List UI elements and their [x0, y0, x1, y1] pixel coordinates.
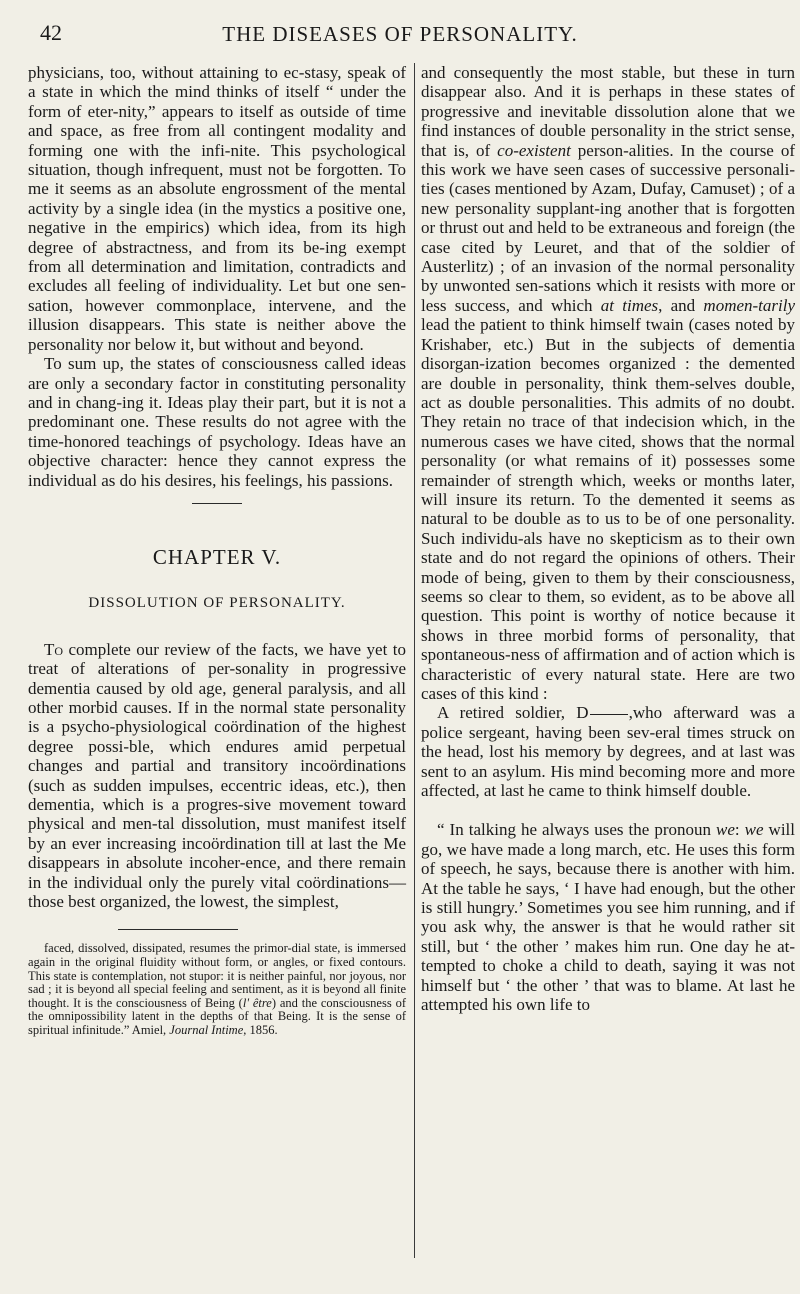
text-run: ,who afterward was a police sergeant, having been sev-eral times struck on the head, lost his memory by degrees, and at last was sent to an asylum. His mind becoming more and more affected, at last he came to think himself double.	[421, 703, 795, 801]
footnote-year: , 1856.	[243, 1023, 278, 1037]
paragraph-summary: To sum up, the states of consciousness called ideas are only a secondary factor in constituting personality and in chang-ing it. Ideas play their part, but it is not a predominant one. These results do not agree with the time-honored teachings of psychology. Ideas have an objective character: hence they cannot express the individual as do his desires, his feelings, his passions.	[28, 354, 406, 490]
italic-run: momen-tarily	[703, 295, 796, 315]
chapter-title: CHAPTER V.	[152, 544, 282, 569]
italic-run: we	[716, 820, 735, 840]
text-run: will go, we have made a long march, etc. He uses this form of speech, he says, because there is another with him. At the table he says, ‘ I have had enough, but the other is still hungry.’ Sometimes you see him running, and if you ask why, the answer is that he would rather sit still, but ‘ the other ’ makes him run. One day he at-tempted to choke a child to death, saying it was not himself but ‘ the other ’ that was to blame. At last he attempted his own life to	[421, 820, 795, 1015]
right-column	[421, 63, 795, 1015]
footnote-rule	[118, 929, 238, 930]
opening-text: complete our review of the facts, we have yet to treat of alterations of per-sonality in progressive dementia caused by old age, general paralysis, and all other morbid causes. If in the normal state personality is a psycho-physiological coördination of the highest degree possi-ble, which endures amid perpetual changes and partial and transitory incoördinations (such as sudden impulses, eccentric ideas, etc.), then dementia, which is a progres-sive movement toward physical and men-tal dissolution, must manifest itself by an ever increasing incoördination till at last the Me disappears in absolute incoher-ence, and there remain in the individual only the purely vital coördinations—those best organized, the lowest, the simplest,	[28, 639, 406, 912]
name-dash	[590, 714, 628, 715]
paragraph-quotation	[421, 820, 795, 1014]
paragraph-dissolution	[421, 63, 795, 703]
running-head: THE DISEASES OF PERSONALITY.	[222, 22, 578, 46]
italic-run: co-existent	[497, 140, 571, 160]
section-divider	[192, 503, 242, 504]
chapter-subtitle: DISSOLUTION OF PERSONALITY.	[88, 595, 346, 612]
text-run: and consequently the most stable, but these in turn disappear also. And it is perhaps in these states of progressive and inevitable dissolution alone that we find instances of double personality in the strict sense, that is, of	[421, 63, 795, 160]
spacer	[421, 800, 795, 820]
opening-word: To	[44, 639, 64, 659]
left-column	[28, 63, 406, 1038]
text-run: :	[734, 820, 745, 840]
footnote-source: Journal Intime	[169, 1023, 244, 1037]
page-header	[40, 20, 760, 50]
text-run: lead the patient to think himself twain (cases noted by Krishaber, etc.) But in the subjects of dementia disorgan-ization becomes organized : the demented are double in personality, think them-selves double, act as double personalities. This admits of no doubt. They retain no trace of that indecision which, in the numerous cases we have cited, shows that the normal personality (or what remains of it) possesses some remainder of strength which, weeks or months later, will insure its return. To the demented it seems as natural to be double as to us to be of one personality. Such individu-als have no skepticism as to their own state and do not regard the opinions of others. Their mode of being, given to them by their consciousness, seems so clear to them, so evident, as to be above all question. This point is worthy of notice because it shows in three morbid forms of personality, that spontaneous-ness of affirmation and of action which is characteristic of every natural state. Here are two cases of this kind :	[421, 315, 795, 703]
paragraph-soldier-case	[421, 703, 795, 800]
italic-run: we	[744, 820, 764, 840]
footnote	[28, 942, 406, 1037]
column-rule	[414, 63, 415, 1258]
footnote-text-tail: ) and the consciousness of the omnipossibility latent in the depths of that Being. It is the sense of spiritual infinitude.” Amiel,	[28, 995, 406, 1037]
italic-run: at times	[600, 295, 659, 315]
text-run: , and	[658, 295, 704, 315]
paragraph-ecstasy: physicians, too, without attaining to ec-stasy, speak of a state in which the mind thinks of itself “ under the form of eter-nity,” appears to itself as outside of time and space, as free from all contingent modality and forming one with the infi-nite. This psychological situation, though infrequent, must not be forgotten. To me it seems as an absolute engrossment of the mental activity by a single idea (in the mystics a positive one, negative in the empirics) which idea, from its high degree of abstractness, and from its be-ing exempt from all determination and limitation, contradicts and excludes all feeling of individuality. Let but one sen-sation, however commonplace, intervene, and the illusion disappears. This state is neither above the personality nor below it, but without and beyond.	[28, 63, 406, 354]
text-run: person-alities. In the course of this work we have seen cases of successive personali-ties (cases mentioned by Azam, Dufay, Camuset) ; of a new personality supplant-ing another that is forgotten or thrust out and held to be extraneous and foreign (the case cited by Leuret, and that of the soldier of Austerlitz) ; of an invasion of the normal personality by unwonted sen-sations which it resists with more or less success, and which	[421, 140, 795, 315]
footnote-italic: l' être	[242, 995, 272, 1010]
page-number: 42	[40, 20, 62, 45]
paragraph-chapter-opening	[28, 640, 406, 912]
text-run: “ In talking he always uses the pronoun	[437, 820, 716, 840]
footnote-text: faced, dissolved, dissipated, resumes the primor-dial state, is immersed again in the original fluidity without form, or angles, or fixed contours. This state is contemplation, not stupor: it is neither painful, nor joyous, nor sad ; it is beyond all special feeling and sentiment, as it is beyond all finite thought. It is the consciousness of Being (	[28, 941, 406, 1010]
text-run: A retired soldier, D	[437, 703, 589, 723]
